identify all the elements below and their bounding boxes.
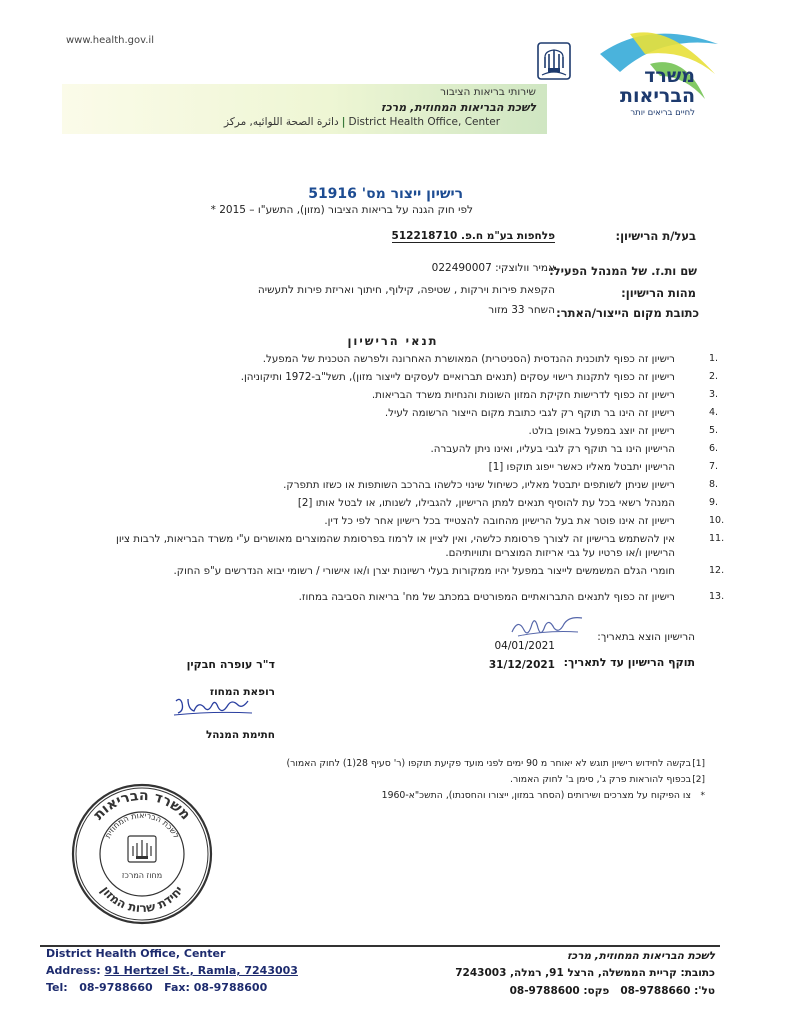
condition-text: המנהל רשאי בכל עת להוסיף תנאים למתן הרישיון, להגבילו, לשנותו, או לבטל אותו [2]: [297, 497, 675, 509]
condition-item: [83, 442, 723, 456]
footnote-text: בכפוף להוראות פרק ג', סימן ב' לחוק האמור.: [510, 774, 691, 785]
condition-number: 10.: [709, 515, 725, 526]
footer-he-fax-value: 08-9788600: [509, 985, 580, 997]
condition-item: [83, 478, 723, 492]
footer-en-tel-value: 08-9788660: [79, 981, 153, 994]
condition-item: [83, 388, 723, 402]
footer-he-address-value: קריית הממשלה, הרצל 91, רמלה, 7243003: [455, 967, 677, 979]
condition-item: [83, 496, 723, 510]
footer-he-address-label: כתובת:: [680, 967, 715, 979]
header-office: לשכת הבריאות המחוזית, מרכז: [381, 101, 536, 114]
ministry-name: [565, 66, 695, 118]
condition-number: 7.: [709, 461, 719, 472]
condition-number: 4.: [709, 407, 719, 418]
condition-number: 2.: [709, 371, 719, 382]
condition-text: רישיון זה אינו פוטר את בעל הרישיון מהחובה להצטייד בכל רישיון אחר לפי כל דין.: [324, 515, 675, 527]
footer-hebrew-contact: [510, 985, 715, 997]
footer-he-fax-label: פקס:: [583, 985, 610, 997]
address-label: כתובת מקום הייצור/האתר:: [556, 306, 699, 320]
official-stamp-icon: [70, 782, 214, 926]
header-arabic: دائرة الصحة اللوائيه, مركز: [224, 116, 339, 128]
stamp-outer-text: משרד הבריאות: [90, 787, 194, 824]
footnote-mark: [2]: [692, 775, 705, 785]
condition-number: 6.: [709, 443, 719, 454]
header-service: שירותי בריאות הציבור: [440, 86, 536, 98]
condition-text: רישיון זה יוצג במפעל באופן בולט.: [528, 425, 675, 437]
manager-signature-label: חתימת המנהל: [205, 729, 275, 741]
handwritten-signature-icon: [508, 612, 586, 640]
footer-en-tel-label: Tel:: [46, 981, 68, 994]
condition-text: רישיון זה כפוף לתנאים התברואתיים המפורטים במכתב של מח' בריאות הסביבה במחוז.: [298, 591, 675, 603]
license-title: רישיון ייצור מס' 51916: [308, 186, 463, 202]
owner-value-text: פלחפות בע"מ ח.פ. 512218710: [391, 230, 555, 242]
stamp-bottom-text: יחידת שרות המזון: [98, 883, 186, 916]
condition-text: הרישיון הינו בר תוקף רק לגבי בעליו, ואינו ניתן להעברה.: [430, 443, 675, 455]
stamp-region-text: מחוז המרכז: [121, 871, 163, 880]
stamp-emblem-icon: [128, 836, 156, 862]
footer-hebrew-address: [455, 967, 715, 979]
doctor-signature-icon: [170, 693, 255, 721]
condition-item: [83, 532, 723, 560]
condition-item: [83, 514, 723, 528]
essence-label: מהות הרישיון:: [621, 286, 696, 300]
manager-label: שם ות.ז. של המנהל הפעיל:: [549, 264, 697, 278]
header-office-multilingual: [224, 116, 500, 128]
valid-label: תוקף הרישיון עד לתאריך:: [563, 656, 695, 669]
footer-en-fax-value: 08-9788600: [193, 981, 268, 994]
condition-item: [83, 370, 723, 384]
ministry-tagline: לחיים בריאים יותר: [630, 108, 695, 118]
footer-hebrew-office: לשכת הבריאות המחוזית, מרכז: [567, 950, 715, 962]
footer-english-contact: [46, 981, 267, 994]
footnote: [105, 756, 705, 772]
footer-en-address-label: Address:: [46, 964, 101, 977]
ministry-name-line1: משרד: [644, 65, 695, 87]
address-value: השחר 33 מזור: [488, 304, 555, 316]
condition-item: [83, 424, 723, 438]
conditions-list: [83, 352, 723, 604]
condition-text: הרישיון יתבטל מאליו כאשר ייפוג תוקפו [1]: [488, 461, 675, 473]
owner-value: [392, 230, 555, 242]
condition-number: 5.: [709, 425, 719, 436]
condition-item: [83, 352, 723, 366]
issued-label: הרישיון הוצא בתאריך:: [597, 631, 695, 643]
condition-number: 11.: [709, 533, 725, 544]
condition-number: 12.: [709, 565, 725, 576]
footer-english-address: [46, 964, 298, 977]
valid-value: 31/12/2021: [488, 659, 555, 671]
condition-text: רישיון זה הינו בר תוקף רק לגבי כתובת מקום הייצור הרשומה לעיל.: [384, 407, 675, 419]
footer-en-fax-label: Fax:: [164, 981, 190, 994]
condition-number: 3.: [709, 389, 719, 400]
header-separator: |: [341, 116, 346, 128]
condition-text: רישיון זה כפוף לדרישות חקיקת המזון השונות והנחיות משרד הבריאות.: [371, 389, 675, 401]
footnote-mark: [1]: [692, 759, 705, 769]
condition-number: 13.: [709, 591, 725, 602]
condition-number: 1.: [709, 353, 719, 364]
doctor-name: ד"ר עופרה חבקין: [186, 658, 275, 671]
condition-text: רישיון זה כפוף לתקנות רישוי עסקים (תנאים תברואיים לעסקים לייצור מזון), תשל"ב-1972 ותיקוניהן.: [240, 371, 675, 383]
condition-item: [83, 564, 723, 578]
issued-value: 04/01/2021: [494, 640, 555, 652]
conditions-title: תנאי הרישיון: [347, 334, 439, 348]
condition-item: [83, 406, 723, 420]
license-subtitle: לפי חוק הגנה על בריאות הציבור (מזון), התשע"ו – 2015 *: [210, 204, 473, 216]
owner-label: בעל/ת הרישיון:: [615, 229, 696, 243]
footer-he-tel-label: טל':: [694, 985, 715, 997]
header-english: District Health Office, Center: [348, 116, 501, 128]
site-url[interactable]: www.health.gov.il: [66, 35, 154, 46]
doctor-title: רופאת המחוז: [209, 686, 275, 698]
condition-number: 8.: [709, 479, 719, 490]
footer-he-tel-value: 08-9788660: [620, 985, 691, 997]
manager-value: אמיר וולוצקי: 022490007: [431, 262, 555, 274]
footnote-text: בקשה לחידוש רישיון תוגש לא יאוחר מ 90 ימים לפני מועד פקיעת תוקפו (ר' סעיף 28(1) לחוק האמור): [286, 758, 691, 769]
condition-item: [83, 460, 723, 474]
condition-text: אין להשתמש ברישיון זה לצורך פרסומת כלשהי, ואין לציין או לרמוז בפרסומת שהמוצרים מאושרים ע"י משרד הבריאות, לרבות ציון הרישיון ו/או פרטיו על גבי אריזות המוצרים ותוויותיהם.: [116, 533, 675, 559]
condition-text: רישיון זה כפוף לתוכנית ההנדסית (הסניטרית) המאושרת האחרונה ולפרשה הטכנית של המפעל.: [262, 353, 675, 365]
condition-text: חומרי הגלם המשמשים לייצור במפעל יהיו ממקורות בעלי רשיונות יצרן ו/או אישורי / רשומי יבוא הנדרשים ע"פ החוק.: [173, 565, 675, 577]
essence-value: הקפאת פירות וירקות , שטיפה, קילוף, חיתוך ואריזת פירות לתעשיה: [257, 284, 555, 296]
condition-number: 9.: [709, 497, 719, 508]
footer-english-office: District Health Office, Center: [46, 947, 226, 960]
svg-text:יחידת שרות המזון: [98, 883, 186, 915]
footnote-mark: *: [700, 791, 705, 801]
condition-text: רישיון שניתן לשותפים יתבטל מאליו, כשיחול שינוי כלשהו בהרכב השותפות או כשזו תתפרק.: [283, 479, 675, 491]
footnote-text: צו הפיקוח על מצרכים ושירותים (הסחר במזון, ייצורו והחסנתו), התשכ"א-1960: [381, 790, 691, 801]
ministry-name-line2: הבריאות: [619, 85, 695, 107]
condition-item: [83, 590, 723, 604]
footer-en-address-value: 91 Hertzel St., Ramla, 7243003: [104, 964, 298, 977]
stamp-inner-text: לשכת הבריאות המחוזית: [103, 810, 181, 840]
